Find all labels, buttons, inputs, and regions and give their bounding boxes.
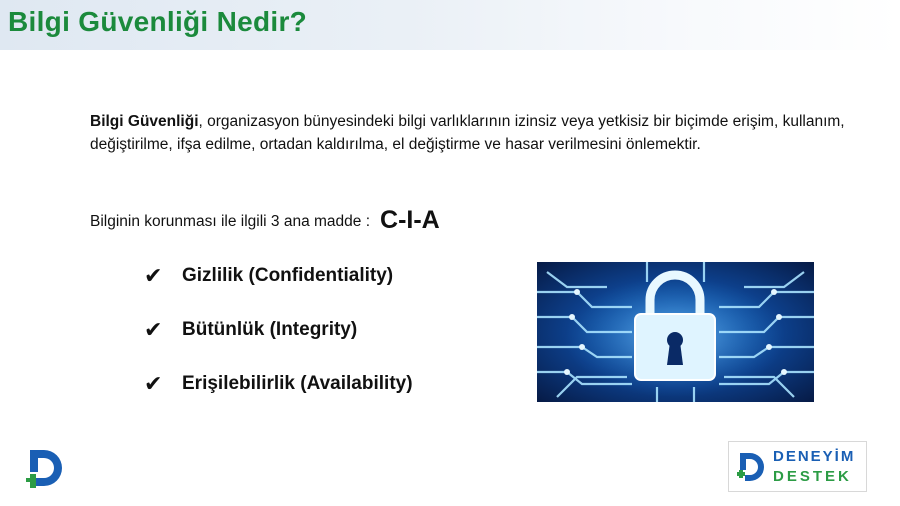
list-item: [144, 370, 413, 397]
cia-list: [144, 262, 413, 424]
list-item: [144, 316, 413, 343]
title-bar: [0, 0, 900, 50]
dp-mark-icon: [737, 450, 767, 484]
checkmark-icon: ✔: [144, 262, 163, 288]
logo-word-destek: DESTEK: [773, 468, 852, 485]
cia-line: [90, 204, 440, 233]
slide-title: Bilgi Güvenliği Nedir?: [8, 6, 308, 37]
list-item: [144, 262, 413, 289]
padlock-circuit-icon: [537, 262, 814, 402]
intro-text: , organizasyon bünyesindeki bilgi varlıklarının izinsiz veya yetkisiz bir biçimde erişim, kullanım, değiştirilme, ifşa edilme, ortadan kaldırılma, el değiştirme ve hasar verilmesini önlemektir.: [90, 113, 845, 153]
logo-word-deneyim: DENEYİM: [773, 448, 856, 465]
cia-label: C-I-A: [380, 206, 440, 234]
item-label-integrity: Bütünlük (Integrity): [182, 318, 358, 340]
checkmark-icon: ✔: [144, 316, 163, 342]
intro-paragraph: [90, 110, 850, 156]
dp-logo-icon: [26, 446, 66, 490]
item-label-availability: Erişilebilirlik (Availability): [182, 372, 413, 394]
item-label-confidentiality: Gizlilik (Confidentiality): [182, 264, 394, 286]
checkmark-icon: ✔: [144, 370, 163, 396]
deneyim-destek-logo: [728, 441, 867, 492]
intro-term: Bilgi Güvenliği: [90, 113, 199, 130]
padlock-circuit-image: [537, 262, 814, 402]
cia-intro-text: Bilginin korunması ile ilgili 3 ana madde :: [90, 213, 371, 230]
